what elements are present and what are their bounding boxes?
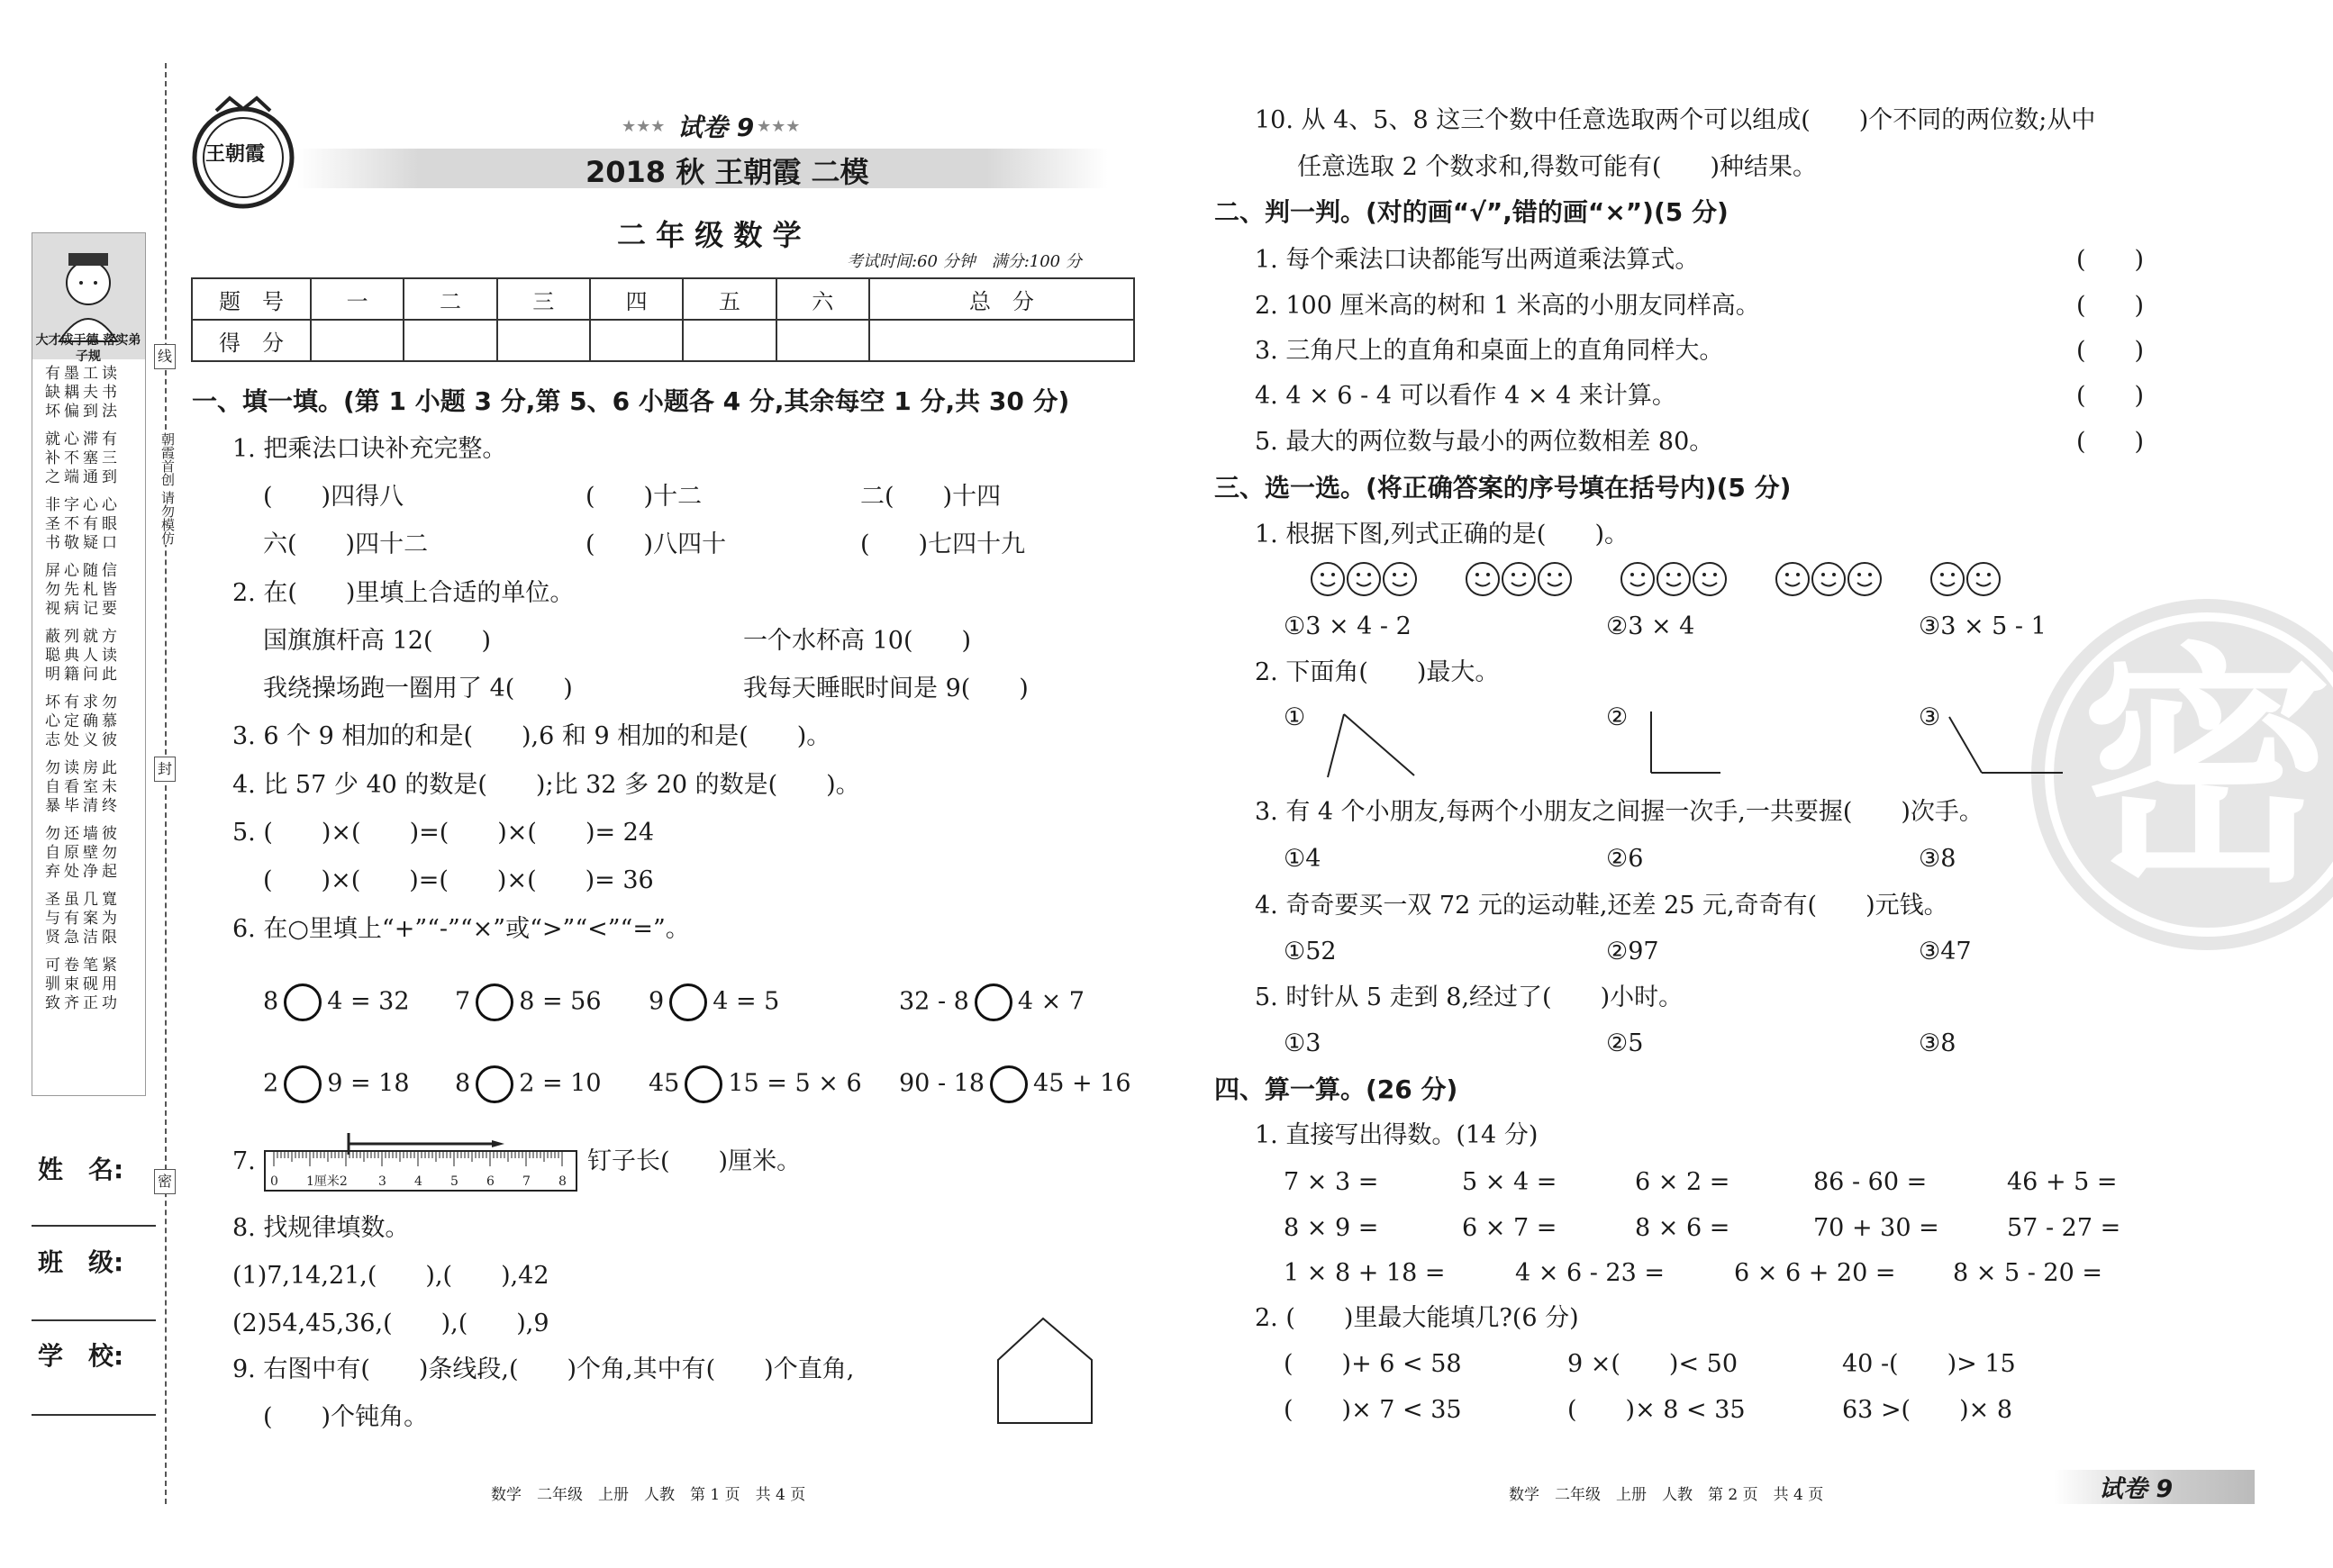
choice-option[interactable]: ③8 [1919, 845, 1956, 873]
score-header-cell: 题 号 [192, 278, 311, 320]
judge-item: 5. 最大的两位数与最小的两位数相差 80。 [1255, 428, 1714, 456]
q10-line1: 10. 从 4、5、8 这三个数中任意选取两个可以组成( )个不同的两位数;从中 [1255, 106, 2096, 134]
ruler-label: 4 [414, 1174, 422, 1189]
calc-item: 6 × 7 = [1462, 1214, 1557, 1242]
q2-item: 我每天睡眠时间是 9( ) [743, 675, 1029, 702]
verse-line: 非字心心 [45, 496, 121, 514]
ruler-label: 7 [522, 1174, 531, 1189]
verse-line: 志处义彼 [45, 731, 121, 749]
inequality-item: ( )× 7 < 35 [1284, 1396, 1462, 1424]
ruler-label: 6 [486, 1174, 495, 1189]
part4-heading: 四、算一算。(26 分) [1214, 1074, 1458, 1104]
choice-q5: 5. 时针从 5 走到 8,经过了( )小时。 [1255, 983, 1684, 1011]
ruler-label: 8 [558, 1174, 567, 1189]
q8-seq1: (1)7,14,21,( ),( ),42 [232, 1262, 549, 1290]
q6-expr: 8 4 = 32 [263, 983, 410, 1021]
verse-line: 勿读房此 [45, 759, 121, 777]
verse-line: 勿还墙彼 [45, 825, 121, 843]
verse-line: 就心滞有 [45, 431, 121, 449]
logo-text: 王朝霞 [205, 142, 266, 166]
score-cell[interactable] [311, 320, 404, 361]
calc-item: 5 × 4 = [1462, 1168, 1557, 1196]
score-cell[interactable] [869, 320, 1134, 361]
footer-right: 数学 二年级 上册 人教 第 2 页 共 4 页 [1509, 1486, 1824, 1504]
ruler-label: 1厘米2 [306, 1174, 348, 1189]
operator-circle[interactable] [990, 1065, 1028, 1103]
verse-line: 心定确慕 [45, 712, 121, 730]
smiley-face-icon [1811, 562, 1846, 596]
smiley-face-icon [1930, 562, 1965, 596]
verse-line: 致齐正功 [45, 994, 121, 1012]
footer-tag: 试卷 9 [2099, 1475, 2174, 1503]
part1-heading: 一、填一填。(第 1 小题 3 分,第 5、6 小题各 4 分,其余每空 1 分,共 30 分) [192, 386, 1070, 416]
smiley-face-icon [1311, 562, 1345, 596]
name-line[interactable] [32, 1225, 156, 1227]
angle-figure-2 [1644, 710, 1725, 782]
verse-line: 坏有求勿 [45, 693, 121, 711]
judge-item: 3. 三角尺上的直角和桌面上的直角同样大。 [1255, 337, 1724, 365]
score-cell[interactable] [497, 320, 590, 361]
score-cell[interactable] [404, 320, 496, 361]
school-label: 学 校: [38, 1341, 124, 1371]
series-tag: 试卷 9 [677, 113, 755, 142]
smiley-face-icon [1347, 562, 1381, 596]
verse-line: 圣不有眼 [45, 515, 121, 533]
q5-line1: 5. ( )×( )=( )×( )= 24 [232, 819, 655, 847]
copyright-note: 朝霞首创 请勿模仿 [153, 432, 175, 545]
score-header-cell: 总 分 [869, 278, 1134, 320]
score-header-cell: 二 [404, 278, 496, 320]
score-header-cell: 三 [497, 278, 590, 320]
judge-answer-bracket[interactable]: ( ) [2076, 292, 2145, 320]
q2-text: 2. 在( )里填上合适的单位。 [232, 579, 575, 607]
subject-title: 二 年 级 数 学 [617, 218, 802, 252]
q2-item: 我绕操场跑一圈用了 4( ) [263, 675, 573, 702]
inequality-item: ( )× 8 < 35 [1567, 1396, 1746, 1424]
calc-item: 70 + 30 = [1813, 1214, 1939, 1242]
verse-line: 圣虽几寬 [45, 891, 121, 909]
score-row-label: 得 分 [192, 320, 311, 361]
operator-circle[interactable] [284, 1065, 322, 1103]
score-cell[interactable] [776, 320, 869, 361]
operator-circle[interactable] [284, 983, 322, 1021]
series-stars-right: ★★★ [757, 117, 801, 136]
q8-seq2: (2)54,45,36,( ),( ),9 [232, 1310, 549, 1337]
binding-dashed-line [165, 63, 167, 1504]
q6-text: 6. 在○里填上“+”“-”“×”或“>”“<”“=”。 [232, 915, 690, 943]
choice-option[interactable]: ②5 [1606, 1029, 1644, 1057]
verse-line: 自看室未 [45, 778, 121, 796]
part3-heading: 三、选一选。(将正确答案的序号填在括号内)(5 分) [1214, 473, 1792, 503]
ruler-with-nail [263, 1124, 580, 1194]
judge-item: 4. 4 × 6 - 4 可以看作 4 × 4 来计算。 [1255, 382, 1676, 410]
judge-answer-bracket[interactable]: ( ) [2076, 382, 2145, 410]
choice-option[interactable]: ②3 × 4 [1606, 612, 1695, 640]
choice-option[interactable]: ③47 [1919, 938, 1972, 965]
verse-line: 与有案为 [45, 910, 121, 928]
verse-line: 蔽列就方 [45, 628, 121, 646]
judge-item: 1. 每个乘法口诀都能写出两道乘法算式。 [1255, 246, 1700, 274]
q1-item: 六( )四十二 [263, 530, 429, 558]
score-cell[interactable] [590, 320, 683, 361]
score-header-cell: 五 [683, 278, 776, 320]
choice-q4: 4. 奇奇要买一双 72 元的运动鞋,还差 25 元,奇奇有( )元钱。 [1255, 892, 1948, 920]
verse-line: 贤急洁限 [45, 929, 121, 947]
calc-item: 6 × 6 + 20 = [1734, 1259, 1896, 1287]
q2-item: 一个水杯高 10( ) [743, 627, 972, 655]
q9-line2: ( )个钝角。 [263, 1403, 429, 1431]
ruler-label: 5 [450, 1174, 458, 1189]
choice-q3: 3. 有 4 个小朋友,每两个小朋友之间握一次手,一共要握( )次手。 [1255, 798, 1984, 826]
operator-circle[interactable] [685, 1065, 722, 1103]
name-label: 姓 名: [38, 1155, 124, 1184]
calc-item: 8 × 6 = [1635, 1214, 1730, 1242]
pentagon-house-figure [991, 1315, 1099, 1428]
judge-item: 2. 100 厘米高的树和 1 米高的小朋友同样高。 [1255, 292, 1760, 320]
class-line[interactable] [32, 1319, 156, 1321]
verse-line: 聪典人读 [45, 647, 121, 665]
calc-item: 8 × 9 = [1284, 1214, 1379, 1242]
choice-option[interactable]: ② [1606, 703, 1629, 731]
motto-text: 大才成于德 落实弟子规 [35, 333, 141, 364]
q1-item: ( )七四十九 [860, 530, 1026, 558]
q1-item: ( )八四十 [586, 530, 727, 558]
verse-line: 缺耦夫书 [45, 384, 121, 402]
smiley-face-icon [1657, 562, 1691, 596]
score-header-cell: 一 [311, 278, 404, 320]
judge-answer-bracket[interactable]: ( ) [2076, 337, 2145, 365]
q1-item: ( )四得八 [263, 483, 404, 511]
operator-circle[interactable] [975, 983, 1012, 1021]
calc-item: 8 × 5 - 20 = [1953, 1259, 2102, 1287]
seal-char-2: 封 [154, 757, 176, 782]
choice-q1: 1. 根据下图,列式正确的是( )。 [1255, 521, 1629, 548]
verse-line: 书敬疑口 [45, 534, 121, 552]
choice-option[interactable]: ②6 [1606, 845, 1644, 873]
verse-grid [45, 365, 135, 1022]
q1-text: 1. 把乘法口诀补充完整。 [232, 435, 507, 463]
seal-char-1: 线 [154, 344, 176, 369]
calc-item: 7 × 3 = [1284, 1168, 1379, 1196]
q6-expr: 9 4 = 5 [649, 983, 779, 1021]
q6-expr: 2 9 = 18 [263, 1065, 410, 1103]
verse-line: 勿先札皆 [45, 581, 121, 599]
watermark-char: 密 [2081, 623, 2333, 917]
verse-line: 弃处净起 [45, 863, 121, 881]
choice-option[interactable]: ①3 [1284, 1029, 1321, 1057]
verse-line: 坏偏到法 [45, 403, 121, 421]
score-header-cell: 四 [590, 278, 683, 320]
angle-figure-3 [1946, 710, 2072, 782]
q7-number: 7. [232, 1147, 256, 1175]
calc-q2: 2. ( )里最大能填几?(6 分) [1255, 1304, 1579, 1332]
q4-text: 4. 比 57 少 40 的数是( );比 32 多 20 的数是( )。 [232, 771, 860, 799]
choice-option[interactable]: ①52 [1284, 938, 1337, 965]
choice-option[interactable]: ③3 × 5 - 1 [1919, 612, 2047, 640]
choice-option[interactable]: ③ [1919, 703, 1941, 731]
smiley-face-icon [1693, 562, 1727, 596]
verse-line: 自原壁勿 [45, 844, 121, 862]
smiley-face-icon [1966, 562, 2001, 596]
class-label: 班 级: [38, 1247, 124, 1277]
calc-item: 46 + 5 = [2007, 1168, 2118, 1196]
verse-line: 屏心随信 [45, 562, 121, 580]
choice-option[interactable]: ①3 × 4 - 2 [1284, 612, 1412, 640]
calc-item: 4 × 6 - 23 = [1515, 1259, 1665, 1287]
calc-item: 86 - 60 = [1813, 1168, 1928, 1196]
choice-option[interactable]: ②97 [1606, 938, 1659, 965]
inequality-item: ( )+ 6 < 58 [1284, 1350, 1462, 1378]
score-header-row [192, 278, 1134, 320]
operator-circle[interactable] [476, 983, 513, 1021]
verse-line: 暴毕清终 [45, 797, 121, 815]
school-line[interactable] [32, 1414, 156, 1416]
q6-expr: 8 2 = 10 [455, 1065, 602, 1103]
footer-left: 数学 二年级 上册 人教 第 1 页 共 4 页 [491, 1486, 806, 1504]
q10-line2: 任意选取 2 个数求和,得数可能有( )种结果。 [1297, 153, 1817, 181]
part2-heading: 二、判一判。(对的画“√”,错的画“×”)(5 分) [1214, 197, 1729, 227]
calc-q1: 1. 直接写出得数。(14 分) [1255, 1121, 1539, 1149]
q8-text: 8. 找规律填数。 [232, 1214, 410, 1242]
verse-line: 明籍问此 [45, 666, 121, 684]
smiley-groups [1311, 562, 2004, 602]
smiley-face-icon [1383, 562, 1417, 596]
score-header-cell: 六 [776, 278, 869, 320]
q6-expr: 90 - 18 45 + 16 [899, 1065, 1131, 1103]
calc-item: 57 - 27 = [2007, 1214, 2121, 1242]
inequality-item: 40 -( )> 15 [1842, 1350, 2016, 1378]
calc-item: 1 × 8 + 18 = [1284, 1259, 1446, 1287]
q1-item: 二( )十四 [860, 483, 1002, 511]
verse-line: 驯束砚用 [45, 975, 121, 993]
judge-answer-bracket[interactable]: ( ) [2076, 246, 2145, 274]
q1-item: ( )十二 [586, 483, 703, 511]
inequality-item: 63 >( )× 8 [1842, 1396, 2013, 1424]
verse-line: 有墨工读 [45, 365, 121, 383]
smiley-face-icon [1847, 562, 1882, 596]
verse-line: 视病记要 [45, 600, 121, 618]
score-value-row [192, 320, 1134, 361]
inequality-item: 9 ×( )< 50 [1567, 1350, 1738, 1378]
q6-expr: 45 15 = 5 × 6 [649, 1065, 862, 1103]
judge-answer-bracket[interactable]: ( ) [2076, 428, 2145, 456]
operator-circle[interactable] [669, 983, 707, 1021]
q6-expr: 32 - 8 4 × 7 [899, 983, 1085, 1021]
series-stars-left: ★★★ [622, 117, 666, 136]
q5-line2: ( )×( )=( )×( )= 36 [263, 866, 654, 894]
operator-circle[interactable] [476, 1065, 513, 1103]
smiley-face-icon [1538, 562, 1572, 596]
exam-title: 2018 秋 王朝霞 二模 [586, 155, 869, 189]
choice-option[interactable]: ① [1284, 703, 1306, 731]
q9-line1: 9. 右图中有( )条线段,( )个角,其中有( )个直角, [232, 1355, 855, 1383]
smiley-face-icon [1775, 562, 1810, 596]
verse-line: 可卷笔紧 [45, 956, 121, 974]
verse-line: 补不塞三 [45, 449, 121, 467]
choice-option[interactable]: ③8 [1919, 1029, 1956, 1057]
ruler-label: 0 [270, 1174, 278, 1189]
ruler-label: 3 [378, 1174, 386, 1189]
choice-q2: 2. 下面角( )最大。 [1255, 658, 1500, 686]
q6-expr: 7 8 = 56 [455, 983, 602, 1021]
choice-option[interactable]: ①4 [1284, 845, 1321, 873]
smiley-face-icon [1466, 562, 1500, 596]
smiley-face-icon [1502, 562, 1536, 596]
seal-char-3: 密 [154, 1169, 176, 1194]
angle-figure-1 [1324, 707, 1423, 779]
q7-text: 钉子长( )厘米。 [587, 1147, 802, 1175]
exam-info: 考试时间:60 分钟 满分:100 分 [847, 252, 1082, 271]
verse-line: 之端通到 [45, 468, 121, 486]
q3-text: 3. 6 个 9 相加的和是( ),6 和 9 相加的和是( )。 [232, 722, 831, 750]
score-table [191, 277, 1135, 362]
smiley-face-icon [1620, 562, 1655, 596]
q2-item: 国旗旗杆高 12( ) [263, 627, 492, 655]
score-cell[interactable] [683, 320, 776, 361]
calc-item: 6 × 2 = [1635, 1168, 1730, 1196]
